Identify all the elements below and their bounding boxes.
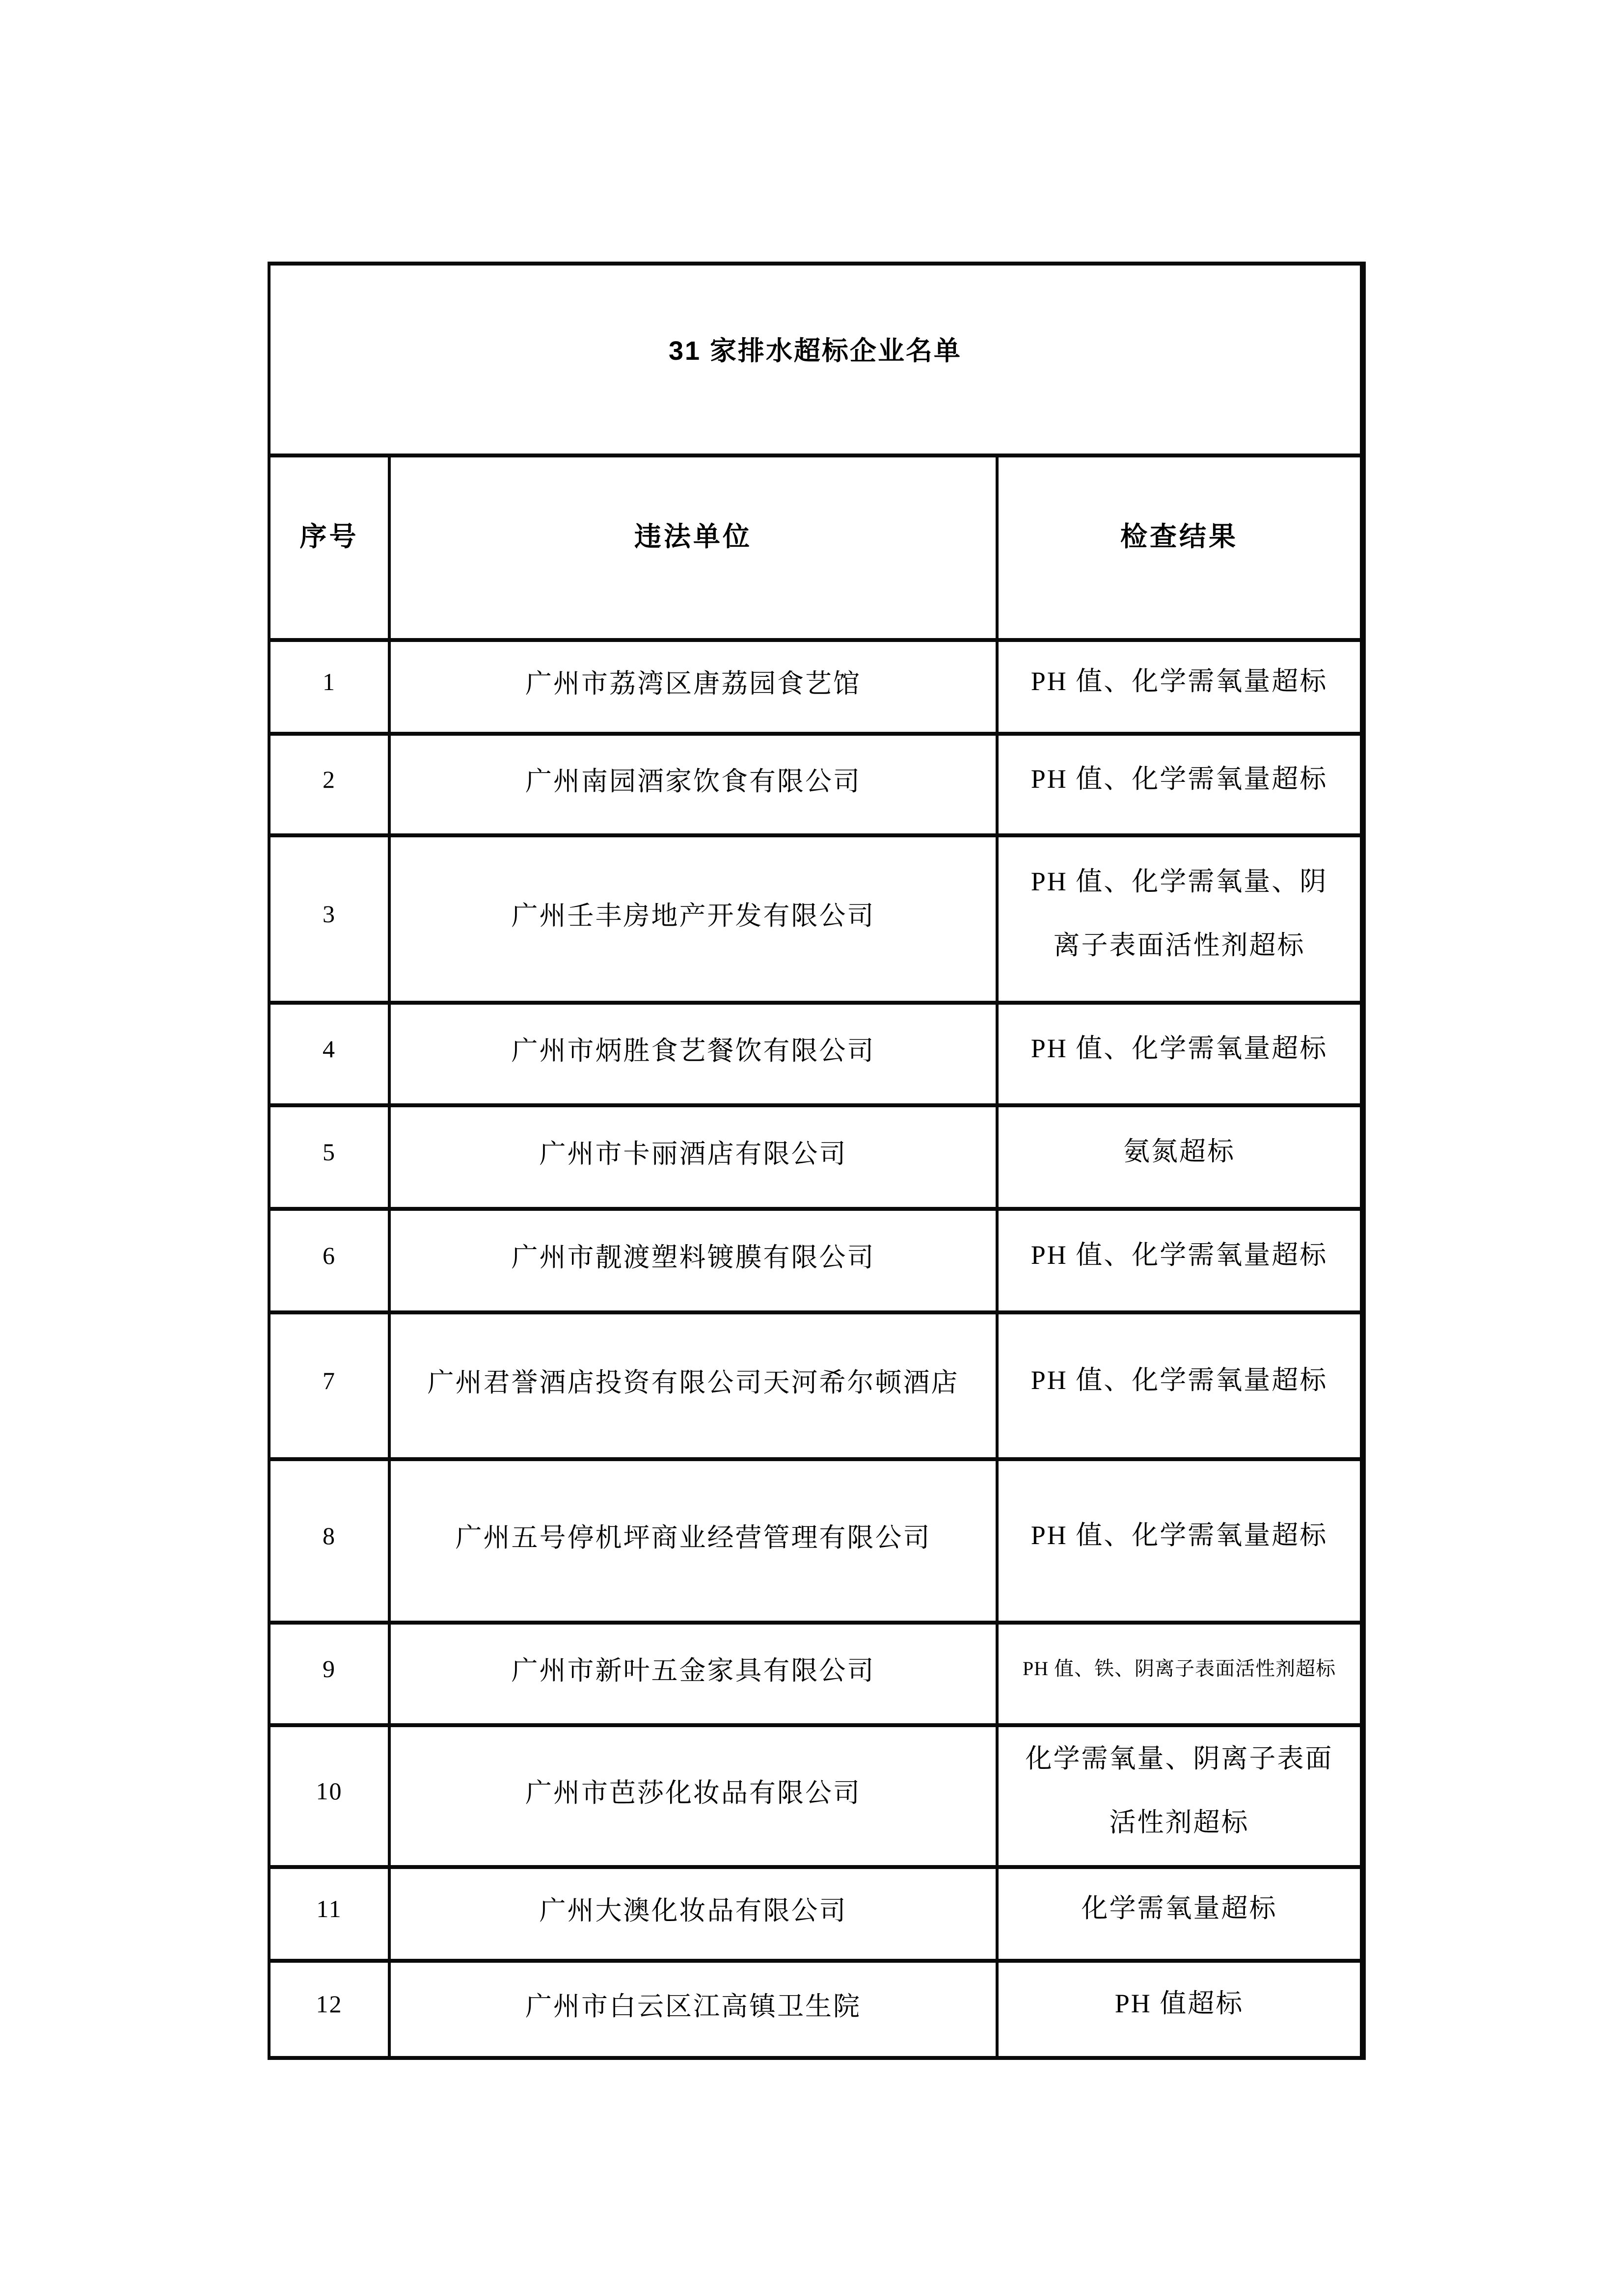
table-row xyxy=(269,734,1363,835)
unit-cell: 广州市靓渡塑料镀膜有限公司 xyxy=(389,1209,997,1312)
column-header-result: 检查结果 xyxy=(997,455,1363,640)
violations-table xyxy=(268,262,1366,2060)
result-cell: PH 值、化学需氧量、阴离子表面活性剂超标 xyxy=(997,835,1363,1003)
table-row xyxy=(269,1105,1363,1209)
row-number-cell: 6 xyxy=(269,1209,389,1312)
row-number-cell: 9 xyxy=(269,1623,389,1725)
table-row xyxy=(269,1623,1363,1725)
unit-cell: 广州市芭莎化妆品有限公司 xyxy=(389,1725,997,1867)
result-cell: PH 值超标 xyxy=(997,1961,1363,2058)
table-row xyxy=(269,1725,1363,1867)
row-number-cell: 7 xyxy=(269,1312,389,1459)
result-cell: PH 值、化学需氧量超标 xyxy=(997,1459,1363,1623)
table-header-row xyxy=(269,455,1363,640)
column-header-unit: 违法单位 xyxy=(389,455,997,640)
table-row xyxy=(269,1312,1363,1459)
table-row xyxy=(269,1209,1363,1312)
result-cell: PH 值、化学需氧量超标 xyxy=(997,640,1363,734)
row-number-cell: 8 xyxy=(269,1459,389,1623)
table-row xyxy=(269,1459,1363,1623)
unit-cell: 广州市炳胜食艺餐饮有限公司 xyxy=(389,1003,997,1105)
row-number-cell: 11 xyxy=(269,1867,389,1961)
table-row xyxy=(269,1961,1363,2058)
unit-cell: 广州市白云区江高镇卫生院 xyxy=(389,1961,997,2058)
table-title-row xyxy=(269,264,1363,455)
result-cell: PH 值、化学需氧量超标 xyxy=(997,1003,1363,1105)
unit-cell: 广州市荔湾区唐荔园食艺馆 xyxy=(389,640,997,734)
result-cell: 化学需氧量超标 xyxy=(997,1867,1363,1961)
result-cell: 氨氮超标 xyxy=(997,1105,1363,1209)
unit-cell: 广州五号停机坪商业经营管理有限公司 xyxy=(389,1459,997,1623)
row-number-cell: 12 xyxy=(269,1961,389,2058)
row-number-cell: 1 xyxy=(269,640,389,734)
row-number-cell: 3 xyxy=(269,835,389,1003)
table-row xyxy=(269,640,1363,734)
row-number-cell: 2 xyxy=(269,734,389,835)
unit-cell: 广州君誉酒店投资有限公司天河希尔顿酒店 xyxy=(389,1312,997,1459)
table-row xyxy=(269,1003,1363,1105)
table-title: 31 家排水超标企业名单 xyxy=(269,264,1363,455)
row-number-cell: 4 xyxy=(269,1003,389,1105)
unit-cell: 广州大澳化妆品有限公司 xyxy=(389,1867,997,1961)
row-number-cell: 5 xyxy=(269,1105,389,1209)
unit-cell: 广州市新叶五金家具有限公司 xyxy=(389,1623,997,1725)
unit-cell: 广州市卡丽酒店有限公司 xyxy=(389,1105,997,1209)
column-header-index: 序号 xyxy=(269,455,389,640)
table-row xyxy=(269,835,1363,1003)
unit-cell: 广州南园酒家饮食有限公司 xyxy=(389,734,997,835)
result-cell: PH 值、化学需氧量超标 xyxy=(997,1209,1363,1312)
table-row xyxy=(269,1867,1363,1961)
unit-cell: 广州壬丰房地产开发有限公司 xyxy=(389,835,997,1003)
result-cell: 化学需氧量、阴离子表面活性剂超标 xyxy=(997,1725,1363,1867)
result-cell: PH 值、化学需氧量超标 xyxy=(997,734,1363,835)
result-cell: PH 值、化学需氧量超标 xyxy=(997,1312,1363,1459)
row-number-cell: 10 xyxy=(269,1725,389,1867)
result-cell: PH 值、铁、阴离子表面活性剂超标 xyxy=(997,1623,1363,1725)
